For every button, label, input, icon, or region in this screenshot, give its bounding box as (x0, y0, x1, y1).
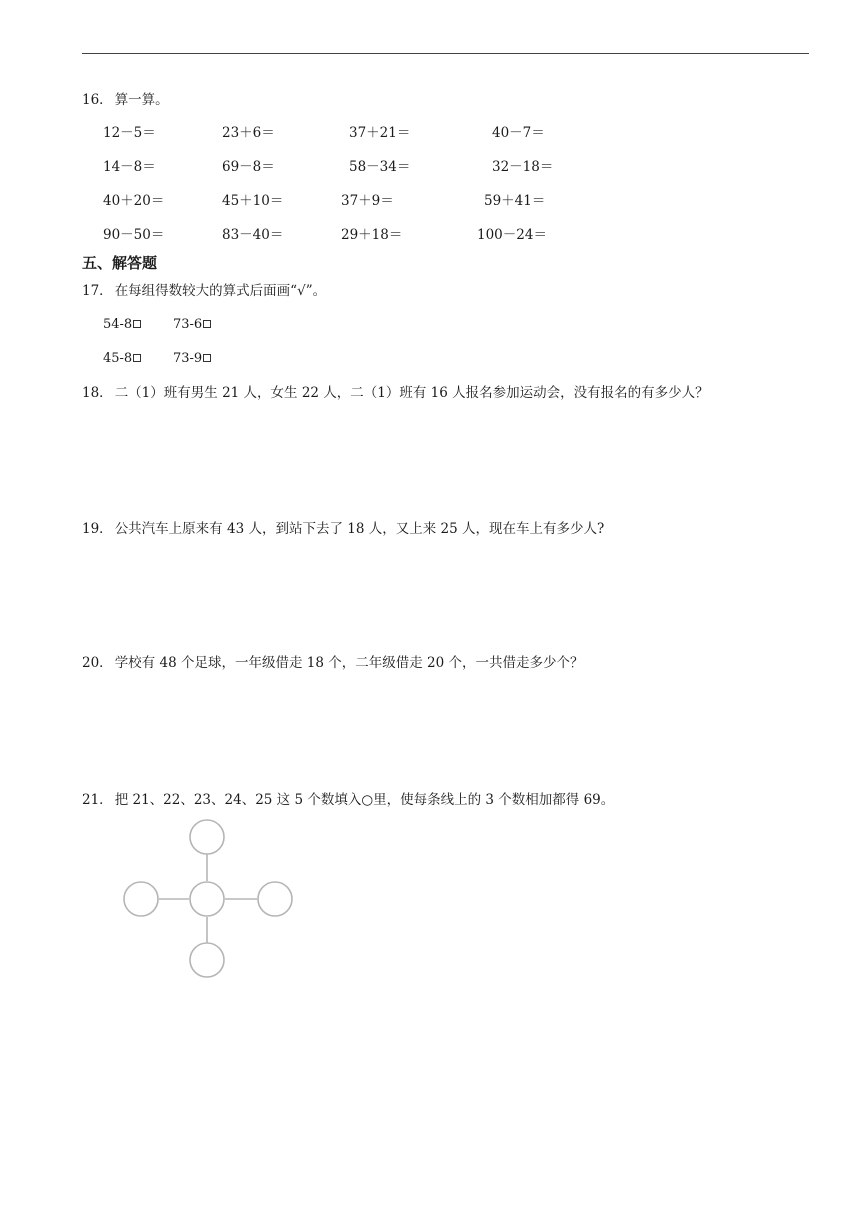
compare-expression: 54-8 (103, 317, 133, 332)
calc-item: 32－18＝ (492, 159, 554, 175)
calc-item: 83－40＝ (222, 227, 284, 243)
question-21-number: 21． (82, 792, 113, 808)
question-21-text: 把 21、22、23、24、25 这 5 个数填入○里，使每条线上的 3 个数相加都得 69。 (114, 792, 615, 808)
question-17-title (82, 282, 326, 300)
check-box[interactable] (133, 320, 141, 328)
compare-expression: 73-9 (173, 351, 203, 366)
calc-item: 40＋20＝ (103, 193, 165, 209)
calc-item: 69－8＝ (222, 159, 275, 175)
question-16-title (82, 91, 169, 109)
calc-item: 59＋41＝ (484, 193, 546, 209)
calc-item: 45＋10＝ (222, 193, 284, 209)
question-20-text: 学校有 48 个足球，一年级借走 18 个，二年级借走 20 个，一共借走多少个？ (114, 655, 584, 671)
question-16-text: 算一算。 (114, 92, 169, 108)
question-17-text: 在每组得数较大的算式后面画“√”。 (114, 283, 327, 299)
calc-item: 14－8＝ (103, 159, 156, 175)
circle-top[interactable] (190, 820, 224, 854)
question-21 (82, 791, 614, 809)
circle-center[interactable] (190, 882, 224, 916)
question-20-number: 20． (82, 655, 113, 671)
circle-bottom[interactable] (190, 943, 224, 977)
compare-item (173, 350, 211, 368)
calc-item: 40－7＝ (492, 125, 545, 141)
question-19-text: 公共汽车上原来有 43 人，到站下去了 18 人，又上来 25 人，现在车上有多少人? (114, 521, 605, 537)
question-17-number: 17． (82, 283, 113, 299)
question-20 (82, 654, 583, 672)
question-19-number: 19． (82, 521, 113, 537)
question-16-number: 16． (82, 92, 113, 108)
check-box[interactable] (203, 354, 211, 362)
calc-item: 12－5＝ (103, 125, 156, 141)
circle-right[interactable] (258, 882, 292, 916)
calc-item: 23＋6＝ (222, 125, 275, 141)
question-18-text: 二（1）班有男生 21 人，女生 22 人，二（1）班有 16 人报名参加运动会，没有报名的有多少人？ (114, 385, 709, 401)
compare-expression: 45-8 (103, 351, 133, 366)
compare-item (103, 316, 141, 334)
compare-expression: 73-6 (173, 317, 203, 332)
calc-item: 37＋9＝ (341, 193, 394, 209)
calc-item: 58－34＝ (349, 159, 411, 175)
calc-item: 29＋18＝ (341, 227, 403, 243)
question-18-number: 18． (82, 385, 113, 401)
question-19 (82, 520, 604, 538)
calc-item: 90－50＝ (103, 227, 165, 243)
cross-diagram (118, 815, 308, 985)
question-18 (82, 384, 709, 402)
calc-item: 100－24＝ (477, 227, 547, 243)
check-box[interactable] (203, 320, 211, 328)
check-box[interactable] (133, 354, 141, 362)
compare-item (173, 316, 211, 334)
calc-item: 37＋21＝ (349, 125, 411, 141)
circle-left[interactable] (124, 882, 158, 916)
section-heading: 五、解答题 (82, 254, 158, 272)
header-rule (82, 53, 809, 54)
compare-item (103, 350, 141, 368)
